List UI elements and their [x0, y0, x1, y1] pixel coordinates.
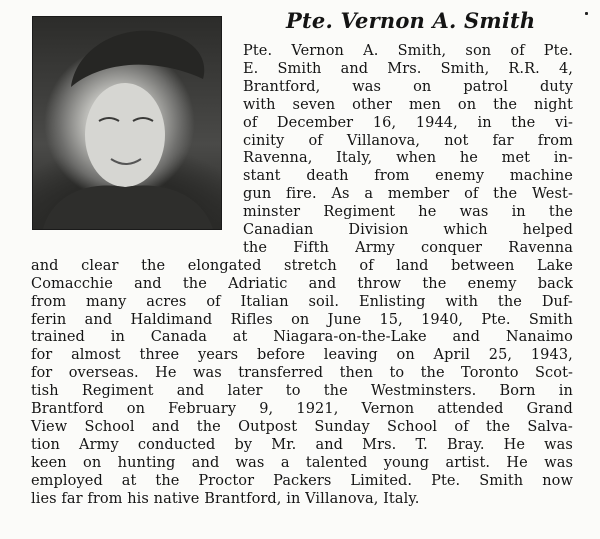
article-line: employed at the Proctor Packers Limited. Pte. Smith now [31, 472, 573, 489]
article-line: cinity of Villanova, not far from [243, 132, 573, 149]
article-line: tion Army conducted by Mr. and Mrs. T. Bray. He was [31, 436, 573, 453]
article-line: ferin and Haldimand Rifles on June 15, 1940, Pte. Smith [31, 311, 573, 328]
article-title: Pte. Vernon A. Smith [286, 8, 536, 33]
article-line: of December 16, 1944, in the vi- [243, 114, 573, 131]
article-line: trained in Canada at Niagara-on-the-Lake and Nanaimo [31, 329, 573, 346]
article-line: the Fifth Army conquer Ravenna [243, 239, 573, 256]
article-line: gun fire. As a member of the West- [243, 186, 573, 203]
article-line: from many acres of Italian soil. Enlisting with the Duf- [31, 293, 573, 310]
article-line: View School and the Outpost Sunday School of the Salva- [31, 418, 573, 435]
article-line: Canadian Division which helped [243, 222, 573, 238]
article-line: Ravenna, Italy, when he met in- [243, 150, 573, 167]
article-line: for overseas. He was transferred then to the Toronto Scot- [31, 365, 573, 382]
article-line: tish Regiment and later to the Westminsters. Born in [31, 383, 573, 400]
article-line: with seven other men on the night [243, 96, 573, 113]
article-line: lies far from his native Brantford, in Villanova, Italy. [31, 490, 420, 507]
article-line: Pte. Vernon A. Smith, son of Pte. [243, 43, 573, 59]
article-line: stant death from enemy machine [243, 168, 573, 185]
article-line: for almost three years before leaving on April 25, 1943, [31, 347, 573, 364]
article-line: E. Smith and Mrs. Smith, R.R. 4, [243, 60, 573, 77]
article-line: minster Regiment he was in the [243, 204, 573, 221]
article-line: and clear the elongated stretch of land between Lake [31, 257, 573, 274]
article-line: Brantford, was on patrol duty [243, 78, 573, 95]
print-speck [585, 12, 588, 15]
article-line: Brantford on February 9, 1921, Vernon attended Grand [31, 401, 573, 417]
article-line: keen on hunting and was a talented young artist. He was [31, 454, 573, 471]
portrait-photo [32, 16, 222, 230]
article-line: Comacchie and the Adriatic and throw the enemy back [31, 275, 573, 292]
